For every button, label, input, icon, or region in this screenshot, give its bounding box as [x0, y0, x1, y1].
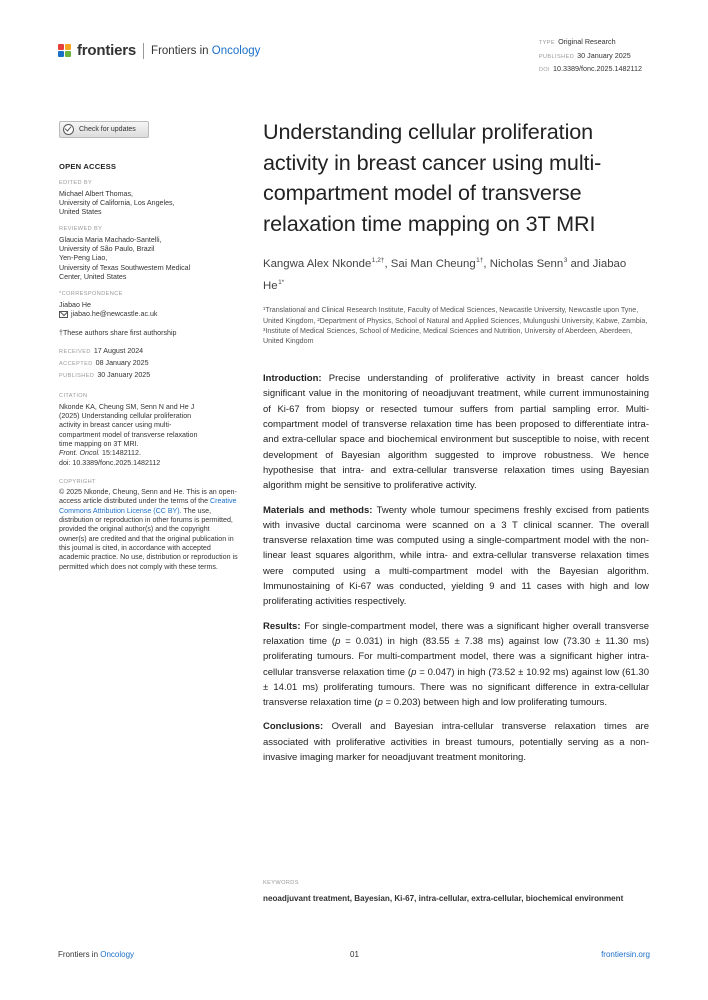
- received-date: 17 August 2024: [93, 347, 144, 356]
- journal-logo[interactable]: [58, 42, 260, 59]
- correspondence-email[interactable]: jiabao.he@newcastle.ac.uk: [71, 309, 158, 318]
- article-meta: TYPE Original Research PUBLISHED 30 January 2025 DOI 10.3389/fonc.2025.1482112: [538, 37, 642, 73]
- article-sidebar: [59, 121, 239, 572]
- article-title: Understanding cellular proliferation activity in breast cancer using multi-compartment model of transverse relaxation time mapping on 3T MRI: [263, 119, 602, 236]
- correspondence-name: Jiabao He: [59, 300, 91, 309]
- abstract-introduction: Introduction: Precise understanding of proliferative activity in breast cancer holds significant value in the monitoring of neoadjuvant treatment, while current immunostaining of Ki-67 from biopsy or resected tumour suffers from partial sampling error. Multi-compartment model of transverse relaxation time has been proposed to differentiate intra- and extra-cellular space and biochemical environment but susceptible to noise, with recent development of Bayesian algorithm suggested to improve robustness. We hence hypothesise that intra- and extra-cellular transverse relaxation times using Bayesian algorithm might be sensitive to proliferative activity.: [263, 373, 650, 492]
- author-name[interactable]: Kangwa Alex Nkonde: [263, 258, 372, 271]
- author-name[interactable]: Jiabao He: [263, 258, 627, 292]
- author-list: Kangwa Alex Nkonde$^{1,2\dagger}$, Sai Man Cheung$^{1\dagger}$, Nicholas Senn$^3$ and Jiabao $He^{1*}$: [263, 257, 627, 292]
- reviewed-by-label: REVIEWED BY: [59, 226, 103, 233]
- correspondence-label: *CORRESPONDENCE: [59, 291, 123, 298]
- copyright-label: COPYRIGHT: [59, 478, 96, 485]
- article-dates: RECEIVED 17 August 2024 ACCEPTED 08 January 2025 PUBLISHED 30 January 2025: [59, 347, 151, 380]
- article-type: Original Research: [558, 37, 616, 46]
- footer-site-link[interactable]: frontiersin.org: [601, 950, 650, 959]
- brand-name: frontiers: [77, 42, 137, 59]
- reviewer-info: Glaucia Maria Machado-Santelli, University of São Paulo, Brazil Yen-Peng Liao, University of Texas Southwestern Medical Center, United States: [59, 235, 191, 281]
- journal-name: Frontiers in Oncology: [151, 44, 261, 57]
- page-footer: [58, 950, 650, 964]
- correspondence-email-row[interactable]: [59, 310, 239, 319]
- logo-divider: [143, 43, 144, 59]
- cc-by-license-link[interactable]: Creative Commons Attribution License (CC BY).: [59, 497, 237, 515]
- keywords-label: KEYWORDS: [263, 880, 299, 886]
- first-author-note: †These authors share first authorship: [59, 329, 177, 338]
- open-access-label: OPEN ACCESS: [59, 162, 117, 171]
- footer-journal[interactable]: Frontiers in Oncology: [58, 950, 135, 959]
- check-updates-icon: [63, 124, 74, 135]
- citation-label: CITATION: [59, 393, 88, 400]
- abstract-conclusions: Conclusions: Overall and Bayesian intra-cellular transverse relaxation times are associated with proliferative activities in breast tumours, potentially serving as a non-invasive imaging marker for neoadjuvant treatment monitoring.: [263, 721, 649, 764]
- frontiers-logo-icon: [58, 44, 72, 58]
- article-main: [263, 117, 649, 774]
- affiliations: ¹Translational and Clinical Research Institute, Faculty of Medical Sciences, Newcastle University, Newcastle upon Tyne, United Kingdom, ²Department of Physics, School of Natural and Applied Sciences, Mulungushi University, Kabwe, Zambia, ³Institute of Medical Sciences, School of Medicine, Medical Sciences and Nutrition, University of Aberdeen, Aberdeen, United Kingdom: [263, 306, 648, 345]
- copyright-text: © 2025 Nkonde, Cheung, Senn and He. This is an open-access article distributed under the terms of the Creative Commons Attribution License (CC BY). The use, distribution or reproduction in other forums is permitted, provided the original author(s) and the copyright owner(s) are credited and that the original publication in this journal is cited, in accordance with accepted academic practice. No use, distribution or reproduction is permitted which does not comply with these terms.: [59, 488, 238, 571]
- keywords-list: neoadjuvant treatment, Bayesian, Ki-67, intra-cellular, extra-cellular, biochemical environment: [263, 894, 624, 903]
- citation-text: Nkonde KA, Cheung SM, Senn N and He J (2025) Understanding cellular proliferation activity in breast cancer using multi- compartment model of transverse relaxation time mapping on 3T MRI. Front. Oncol. 15:1482112. doi: 10.3389/fonc.2025.1482112: [59, 402, 198, 467]
- edited-by-label: EDITED BY: [59, 180, 93, 187]
- author-name[interactable]: Sai Man Cheung: [390, 258, 476, 271]
- accepted-date: 08 January 2025: [95, 359, 149, 368]
- abstract-results: Results: For single-compartment model, there was a significant higher overall transverse relaxation time (p = 0.031) in high (83.55 ± 7.38 ms) against low (73.30 ± 11.30 ms) proliferating tumours. For multi-compartment model, there was a significant higher intra-cellular transverse relaxation time (p = 0.047) in high (73.52 ± 10.92 ms) against low (61.30 ± 14.01 ms) proliferating tumours. There was no significant difference in extra-cellular transverse relaxation time (p = 0.203) between high and low proliferating tumours.: [263, 620, 650, 709]
- doi-link[interactable]: 10.3389/fonc.2025.1482112: [553, 64, 642, 73]
- page-header: [58, 37, 650, 73]
- published-date-sidebar: 30 January 2025: [97, 371, 151, 380]
- mail-icon: [59, 311, 68, 318]
- page-number: 01: [350, 950, 359, 959]
- author-name[interactable]: Nicholas Senn: [489, 258, 564, 271]
- abstract-methods: Materials and methods: Twenty whole tumour specimens freshly excised from patients with invasive ductal carcinoma were scanned on a 3 T clinical scanner. The overall transverse relaxation time was computed using a single-compartment model with the non-linear least squares algorithm, while intra- and extra-cellular transverse relaxation times were computed using a multi-compartment model with the Bayesian algorithm. Immunostaining of Ki-67 was conducted, yielding 9 and 11 cases with high and low proliferating activities respectively.: [263, 504, 649, 608]
- abstract: [263, 371, 649, 765]
- keywords-section: [263, 880, 649, 903]
- editor-info: Michael Albert Thomas, University of California, Los Angeles, United States: [59, 189, 175, 217]
- published-date: 30 January 2025: [577, 50, 631, 60]
- check-for-updates-button[interactable]: Check for updates: [59, 121, 149, 138]
